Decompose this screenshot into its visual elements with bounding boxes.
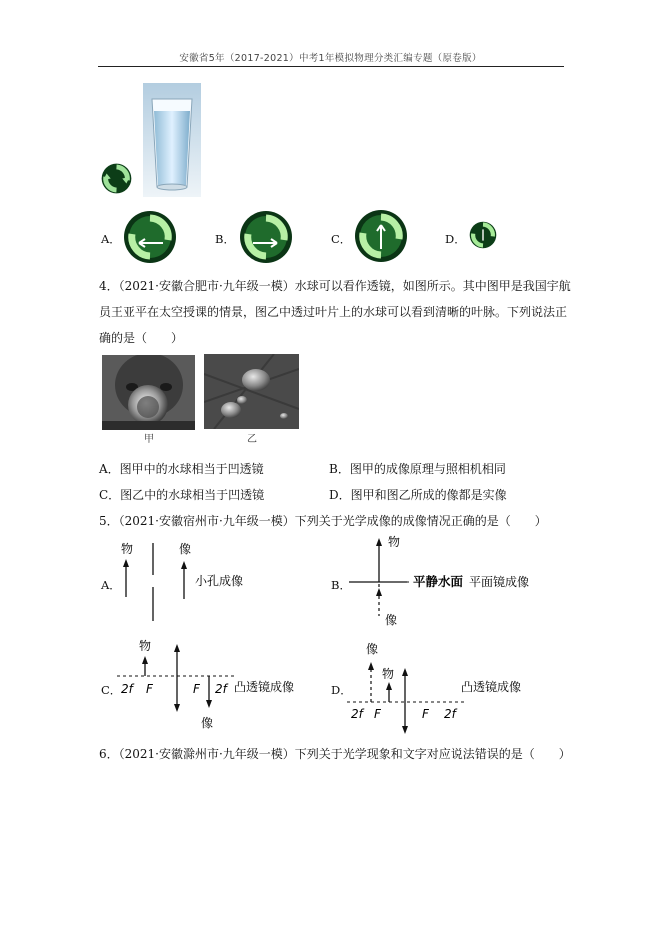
lens-d-object-label: 物 <box>382 667 395 681</box>
q3-option-c-label: C． <box>331 232 352 246</box>
lens-d-f-left: F <box>374 707 381 721</box>
recycle-small-icon <box>469 221 497 249</box>
q4-option-d: D．图甲和图乙所成的像都是实像 <box>329 488 507 502</box>
lens-c-description: 凸透镜成像 <box>234 680 295 694</box>
recycle-arrow-left-icon <box>123 210 177 264</box>
pinhole-imaging-diagram <box>115 537 275 625</box>
q5-stem: 5．（2021·安徽宿州市·九年级一模）下列关于光学成像的成像情况正确的是（ ） <box>99 514 547 528</box>
convex-lens-imaging-diagram-c <box>115 636 295 734</box>
q5-option-a-label: A． <box>101 578 121 592</box>
q5-option-b-label: B． <box>331 578 351 592</box>
q4-option-c: C．图乙中的水球相当于凹透镜 <box>99 488 265 502</box>
header-rule <box>98 66 564 67</box>
q4-stem-line2: 员王亚平在太空授课的情景，图乙中透过叶片上的水球可以看到清晰的叶脉。下列说法正 <box>99 305 568 319</box>
recycle-icon <box>100 162 133 195</box>
q3-option-a-label: A． <box>101 232 121 246</box>
q4-option-b: B．图甲的成像原理与照相机相同 <box>329 462 506 476</box>
q5-option-d-label: D． <box>331 683 352 697</box>
lens-c-f-left: F <box>146 682 153 696</box>
recycle-arrow-right-icon <box>239 210 293 264</box>
lens-d-description: 凸透镜成像 <box>461 680 522 694</box>
astronaut-water-ball-photo <box>102 355 195 430</box>
convex-lens-imaging-diagram-d <box>345 636 525 734</box>
leaf-water-drops-photo <box>204 354 299 429</box>
lens-d-2f-right: 2f <box>444 707 456 721</box>
pinhole-description: 小孔成像 <box>195 574 244 588</box>
q3-option-b-label: B． <box>215 232 235 246</box>
lens-d-f-right: F <box>422 707 429 721</box>
figure-yi-caption: 乙 <box>247 434 257 445</box>
q4-stem-line1: 4．（2021·安徽合肥市·九年级一模）水球可以看作透镜，如图所示。其中图甲是我国宇航 <box>99 279 571 293</box>
mirror-description: 平面镜成像 <box>469 575 530 589</box>
pinhole-object-label: 物 <box>121 542 134 556</box>
water-surface-label: 平静水面 <box>413 574 464 589</box>
lens-c-2f-right: 2f <box>215 682 227 696</box>
q3-option-d-label: D． <box>445 232 466 246</box>
pinhole-image-label: 像 <box>179 542 192 556</box>
q6-stem: 6．（2021·安徽滁州市·九年级一模）下列关于光学现象和文字对应说法错误的是（ ） <box>99 747 571 761</box>
lens-c-f-right: F <box>193 682 200 696</box>
lens-c-2f-left: 2f <box>121 682 133 696</box>
lens-d-2f-left: 2f <box>351 707 363 721</box>
lens-c-image-label: 像 <box>201 716 214 730</box>
mirror-object-label: 物 <box>388 535 401 549</box>
lens-c-object-label: 物 <box>139 639 152 653</box>
plane-mirror-imaging-diagram <box>345 532 535 630</box>
water-glass-image <box>143 83 201 197</box>
lens-d-image-label: 像 <box>366 642 379 656</box>
q4-stem-line3: 确的是（ ） <box>99 331 184 345</box>
q5-option-c-label: C． <box>101 683 122 697</box>
page-header: 安徽省5年（2017-2021）中考1年模拟物理分类汇编专题（原卷版） <box>179 53 482 64</box>
mirror-image-label: 像 <box>385 613 398 627</box>
figure-jia-caption: 甲 <box>144 434 154 445</box>
q4-option-a: A．图甲中的水球相当于凹透镜 <box>99 462 264 476</box>
recycle-arrow-up-icon <box>354 209 408 263</box>
